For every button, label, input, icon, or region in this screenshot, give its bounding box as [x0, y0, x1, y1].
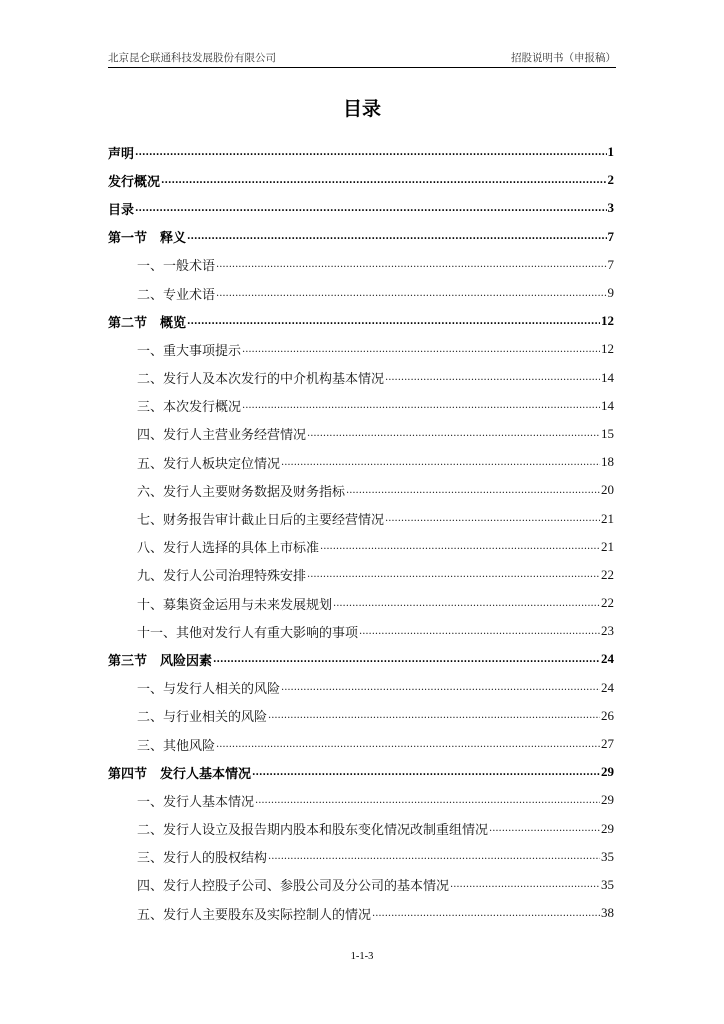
toc-entry-label: 一、与发行人相关的风险	[137, 682, 281, 698]
header-document-type: 招股说明书（申报稿）	[511, 52, 616, 64]
toc-entry-page-number: 35	[601, 876, 614, 892]
toc-entry-label: 十、募集资金运用与未来发展规划	[137, 597, 333, 613]
toc-entry-page-number: 1	[607, 144, 614, 160]
toc-entry-page-number: 14	[601, 397, 614, 413]
toc-entry-label: 二、发行人设立及报告期内股本和股东变化情况改制重组情况	[137, 823, 489, 839]
toc-entry-page-number: 18	[601, 454, 614, 470]
toc-entry-label: 声明	[108, 146, 135, 162]
toc-subsection-entry[interactable]	[108, 364, 614, 392]
toc-subsection-entry[interactable]	[108, 392, 614, 420]
toc-subsection-entry[interactable]	[108, 561, 614, 589]
toc-subsection-entry[interactable]	[108, 533, 614, 561]
toc-subsection-entry[interactable]	[108, 730, 614, 758]
toc-subsection-entry[interactable]	[108, 448, 614, 476]
toc-subsection-entry[interactable]	[108, 589, 614, 617]
toc-entry-label: 二、专业术语	[137, 287, 216, 303]
toc-section-entry[interactable]	[108, 645, 614, 673]
header-divider	[108, 67, 616, 68]
page-number: 1-1-3	[350, 951, 374, 962]
toc-dot-leader	[307, 569, 600, 580]
toc-entry-page-number: 14	[601, 369, 614, 385]
toc-entry-label: 十一、其他对发行人有重大影响的事项	[137, 625, 359, 641]
toc-entry-page-number: 20	[601, 482, 614, 498]
toc-entry-page-number: 3	[607, 200, 614, 216]
toc-entry-page-number: 2	[607, 172, 614, 188]
toc-entry-label: 三、本次发行概况	[137, 400, 242, 416]
toc-entry-page-number: 23	[601, 623, 614, 639]
toc-dot-leader	[489, 823, 600, 834]
toc-entry-page-number: 24	[601, 679, 614, 695]
toc-subsection-entry[interactable]	[108, 843, 614, 871]
toc-dot-leader	[252, 767, 600, 778]
toc-dot-leader	[268, 710, 600, 721]
toc-entry-label: 三、发行人的股权结构	[137, 851, 268, 867]
toc-dot-leader	[161, 175, 606, 186]
toc-section-entry[interactable]	[108, 138, 614, 166]
toc-entry-label: 五、发行人板块定位情况	[137, 456, 281, 472]
toc-dot-leader	[216, 259, 606, 270]
toc-dot-leader	[281, 457, 600, 468]
toc-subsection-entry[interactable]	[108, 476, 614, 504]
toc-entry-page-number: 12	[601, 313, 614, 329]
toc-subsection-entry[interactable]	[108, 420, 614, 448]
toc-dot-leader	[135, 203, 606, 214]
toc-entry-label: 二、与行业相关的风险	[137, 710, 268, 726]
toc-entry-label: 九、发行人公司治理特殊安排	[137, 569, 307, 585]
page-title: 目录	[342, 98, 381, 120]
toc-entry-label: 四、发行人控股子公司、参股公司及分公司的基本情况	[137, 879, 450, 895]
toc-dot-leader	[268, 851, 600, 862]
toc-subsection-entry[interactable]	[108, 617, 614, 645]
toc-dot-leader	[187, 316, 600, 327]
toc-entry-page-number: 26	[601, 707, 614, 723]
toc-entry-label: 一、发行人基本情况	[137, 794, 255, 810]
toc-dot-leader	[135, 147, 606, 158]
toc-dot-leader	[213, 654, 600, 665]
toc-entry-page-number: 38	[601, 905, 614, 921]
toc-subsection-entry[interactable]	[108, 251, 614, 279]
toc-entry-page-number: 7	[607, 228, 614, 244]
toc-entry-label: 八、发行人选择的具体上市标准	[137, 541, 320, 557]
toc-entry-page-number: 29	[601, 820, 614, 836]
toc-entry-label: 一、一般术语	[137, 259, 216, 275]
toc-dot-leader	[333, 598, 600, 609]
toc-section-entry[interactable]	[108, 223, 614, 251]
toc-subsection-entry[interactable]	[108, 674, 614, 702]
toc-entry-page-number: 24	[601, 651, 614, 667]
toc-dot-leader	[346, 485, 600, 496]
toc-entry-label: 六、发行人主要财务数据及财务指标	[137, 484, 346, 500]
toc-entry-label: 三、其他风险	[137, 738, 216, 754]
toc-dot-leader	[359, 626, 600, 637]
toc-entry-page-number: 9	[607, 285, 614, 301]
toc-subsection-entry[interactable]	[108, 899, 614, 927]
toc-subsection-entry[interactable]	[108, 279, 614, 307]
toc-entry-page-number: 29	[601, 792, 614, 808]
toc-section-entry[interactable]	[108, 194, 614, 222]
toc-entry-label: 二、发行人及本次发行的中介机构基本情况	[137, 372, 385, 388]
header-company-name: 北京昆仑联通科技发展股份有限公司	[108, 52, 276, 64]
toc-section-entry[interactable]	[108, 758, 614, 786]
toc-dot-leader	[385, 372, 600, 383]
toc-entry-page-number: 22	[601, 595, 614, 611]
toc-dot-leader	[372, 908, 600, 919]
running-header	[108, 50, 616, 66]
toc-dot-leader	[255, 795, 600, 806]
toc-entry-label: 第三节 风险因素	[108, 653, 213, 669]
toc-subsection-entry[interactable]	[108, 786, 614, 814]
toc-dot-leader	[216, 288, 606, 299]
toc-entry-page-number: 15	[601, 425, 614, 441]
toc-dot-leader	[242, 400, 600, 411]
toc-entry-label: 第一节 释义	[108, 231, 187, 247]
toc-entry-page-number: 29	[601, 764, 614, 780]
toc-dot-leader	[307, 428, 600, 439]
toc-section-entry[interactable]	[108, 166, 614, 194]
toc-entry-page-number: 21	[601, 538, 614, 554]
toc-entry-label: 第二节 概览	[108, 315, 187, 331]
toc-dot-leader	[242, 344, 600, 355]
toc-entry-label: 五、发行人主要股东及实际控制人的情况	[137, 907, 372, 923]
toc-subsection-entry[interactable]	[108, 702, 614, 730]
toc-entry-label: 第四节 发行人基本情况	[108, 766, 252, 782]
table-of-contents	[108, 138, 614, 927]
toc-dot-leader	[320, 541, 600, 552]
toc-entry-page-number: 27	[601, 736, 614, 752]
toc-dot-leader	[187, 231, 606, 242]
toc-entry-page-number: 35	[601, 848, 614, 864]
toc-entry-page-number: 21	[601, 510, 614, 526]
toc-entry-page-number: 22	[601, 566, 614, 582]
toc-entry-label: 发行概况	[108, 174, 161, 190]
toc-entry-label: 七、财务报告审计截止日后的主要经营情况	[137, 513, 385, 529]
toc-subsection-entry[interactable]	[108, 815, 614, 843]
toc-dot-leader	[216, 739, 600, 750]
toc-entry-page-number: 7	[607, 256, 614, 272]
toc-entry-label: 目录	[108, 202, 135, 218]
toc-dot-leader	[281, 682, 600, 693]
toc-subsection-entry[interactable]	[108, 504, 614, 532]
toc-subsection-entry[interactable]	[108, 335, 614, 363]
toc-section-entry[interactable]	[108, 307, 614, 335]
toc-entry-label: 一、重大事项提示	[137, 343, 242, 359]
toc-subsection-entry[interactable]	[108, 871, 614, 899]
toc-dot-leader	[450, 879, 600, 890]
toc-entry-page-number: 12	[601, 341, 614, 357]
toc-dot-leader	[385, 513, 600, 524]
toc-entry-label: 四、发行人主营业务经营情况	[137, 428, 307, 444]
